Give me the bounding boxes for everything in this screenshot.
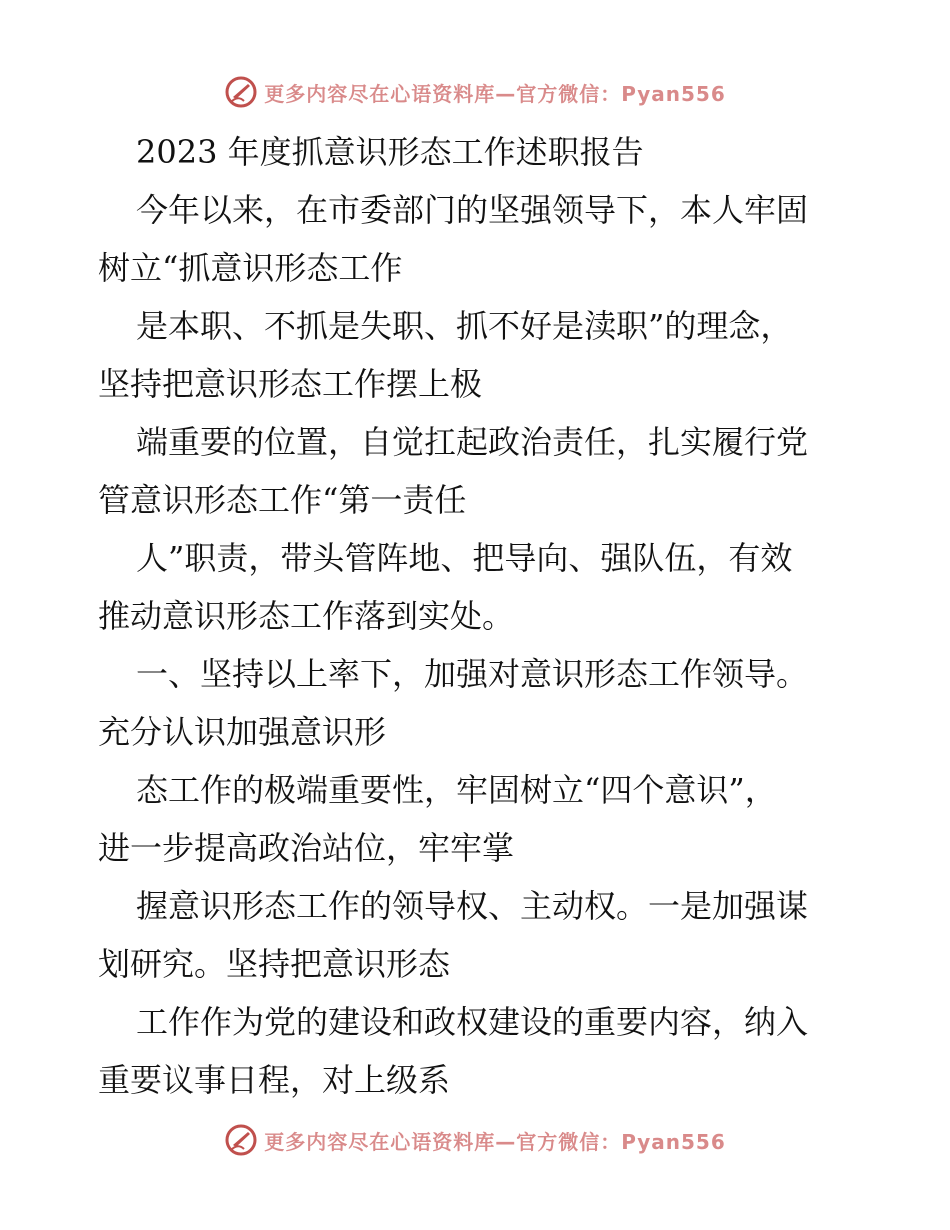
paragraph-line: 今年以来，在市委部门的坚强领导下，本人牢固 [136,191,809,229]
paragraph-line: 坚持把意识形态工作摆上极 [98,365,483,403]
paragraph-line: 推动意识形态工作落到实处。 [98,597,515,635]
paragraph-line: 重要议事日程，对上级系 [98,1061,451,1099]
paragraph-line: 态工作的极端重要性，牢固树立“四个意识”， [136,771,777,809]
brand-logo-icon [224,1123,258,1157]
paragraph-line: 进一步提高政治站位，牢牢掌 [98,829,515,867]
document-body [98,123,858,1109]
document-title: 2023 年度抓意识形态工作述职报告 [136,133,644,171]
paragraph-line: 工作作为党的建设和政权建设的重要内容，纳入 [136,1003,809,1041]
watermark-text: 更多内容尽在心语资料库—官方微信：Pyan556 [264,81,726,106]
watermark-text: 更多内容尽在心语资料库—官方微信：Pyan556 [264,1129,726,1154]
paragraph-line: 充分认识加强意识形 [98,713,387,751]
paragraph-line: 是本职、不抓是失职、抓不好是渎职”的理念， [136,307,793,345]
paragraph-line: 人”职责，带头管阵地、把导向、强队伍，有效 [136,539,793,577]
watermark-footer [0,1120,950,1160]
watermark-header [0,72,950,112]
brand-logo-icon [224,75,258,109]
paragraph-line: 树立“抓意识形态工作 [98,249,403,287]
paragraph-line: 划研究。坚持把意识形态 [98,945,451,983]
paragraph-line: 端重要的位置，自觉扛起政治责任，扎实履行党 [136,423,809,461]
section-heading-line: 一、坚持以上率下，加强对意识形态工作领导。 [136,655,809,693]
paragraph-line: 管意识形态工作“第一责任 [98,481,467,519]
paragraph-line: 握意识形态工作的领导权、主动权。一是加强谋 [136,887,809,925]
